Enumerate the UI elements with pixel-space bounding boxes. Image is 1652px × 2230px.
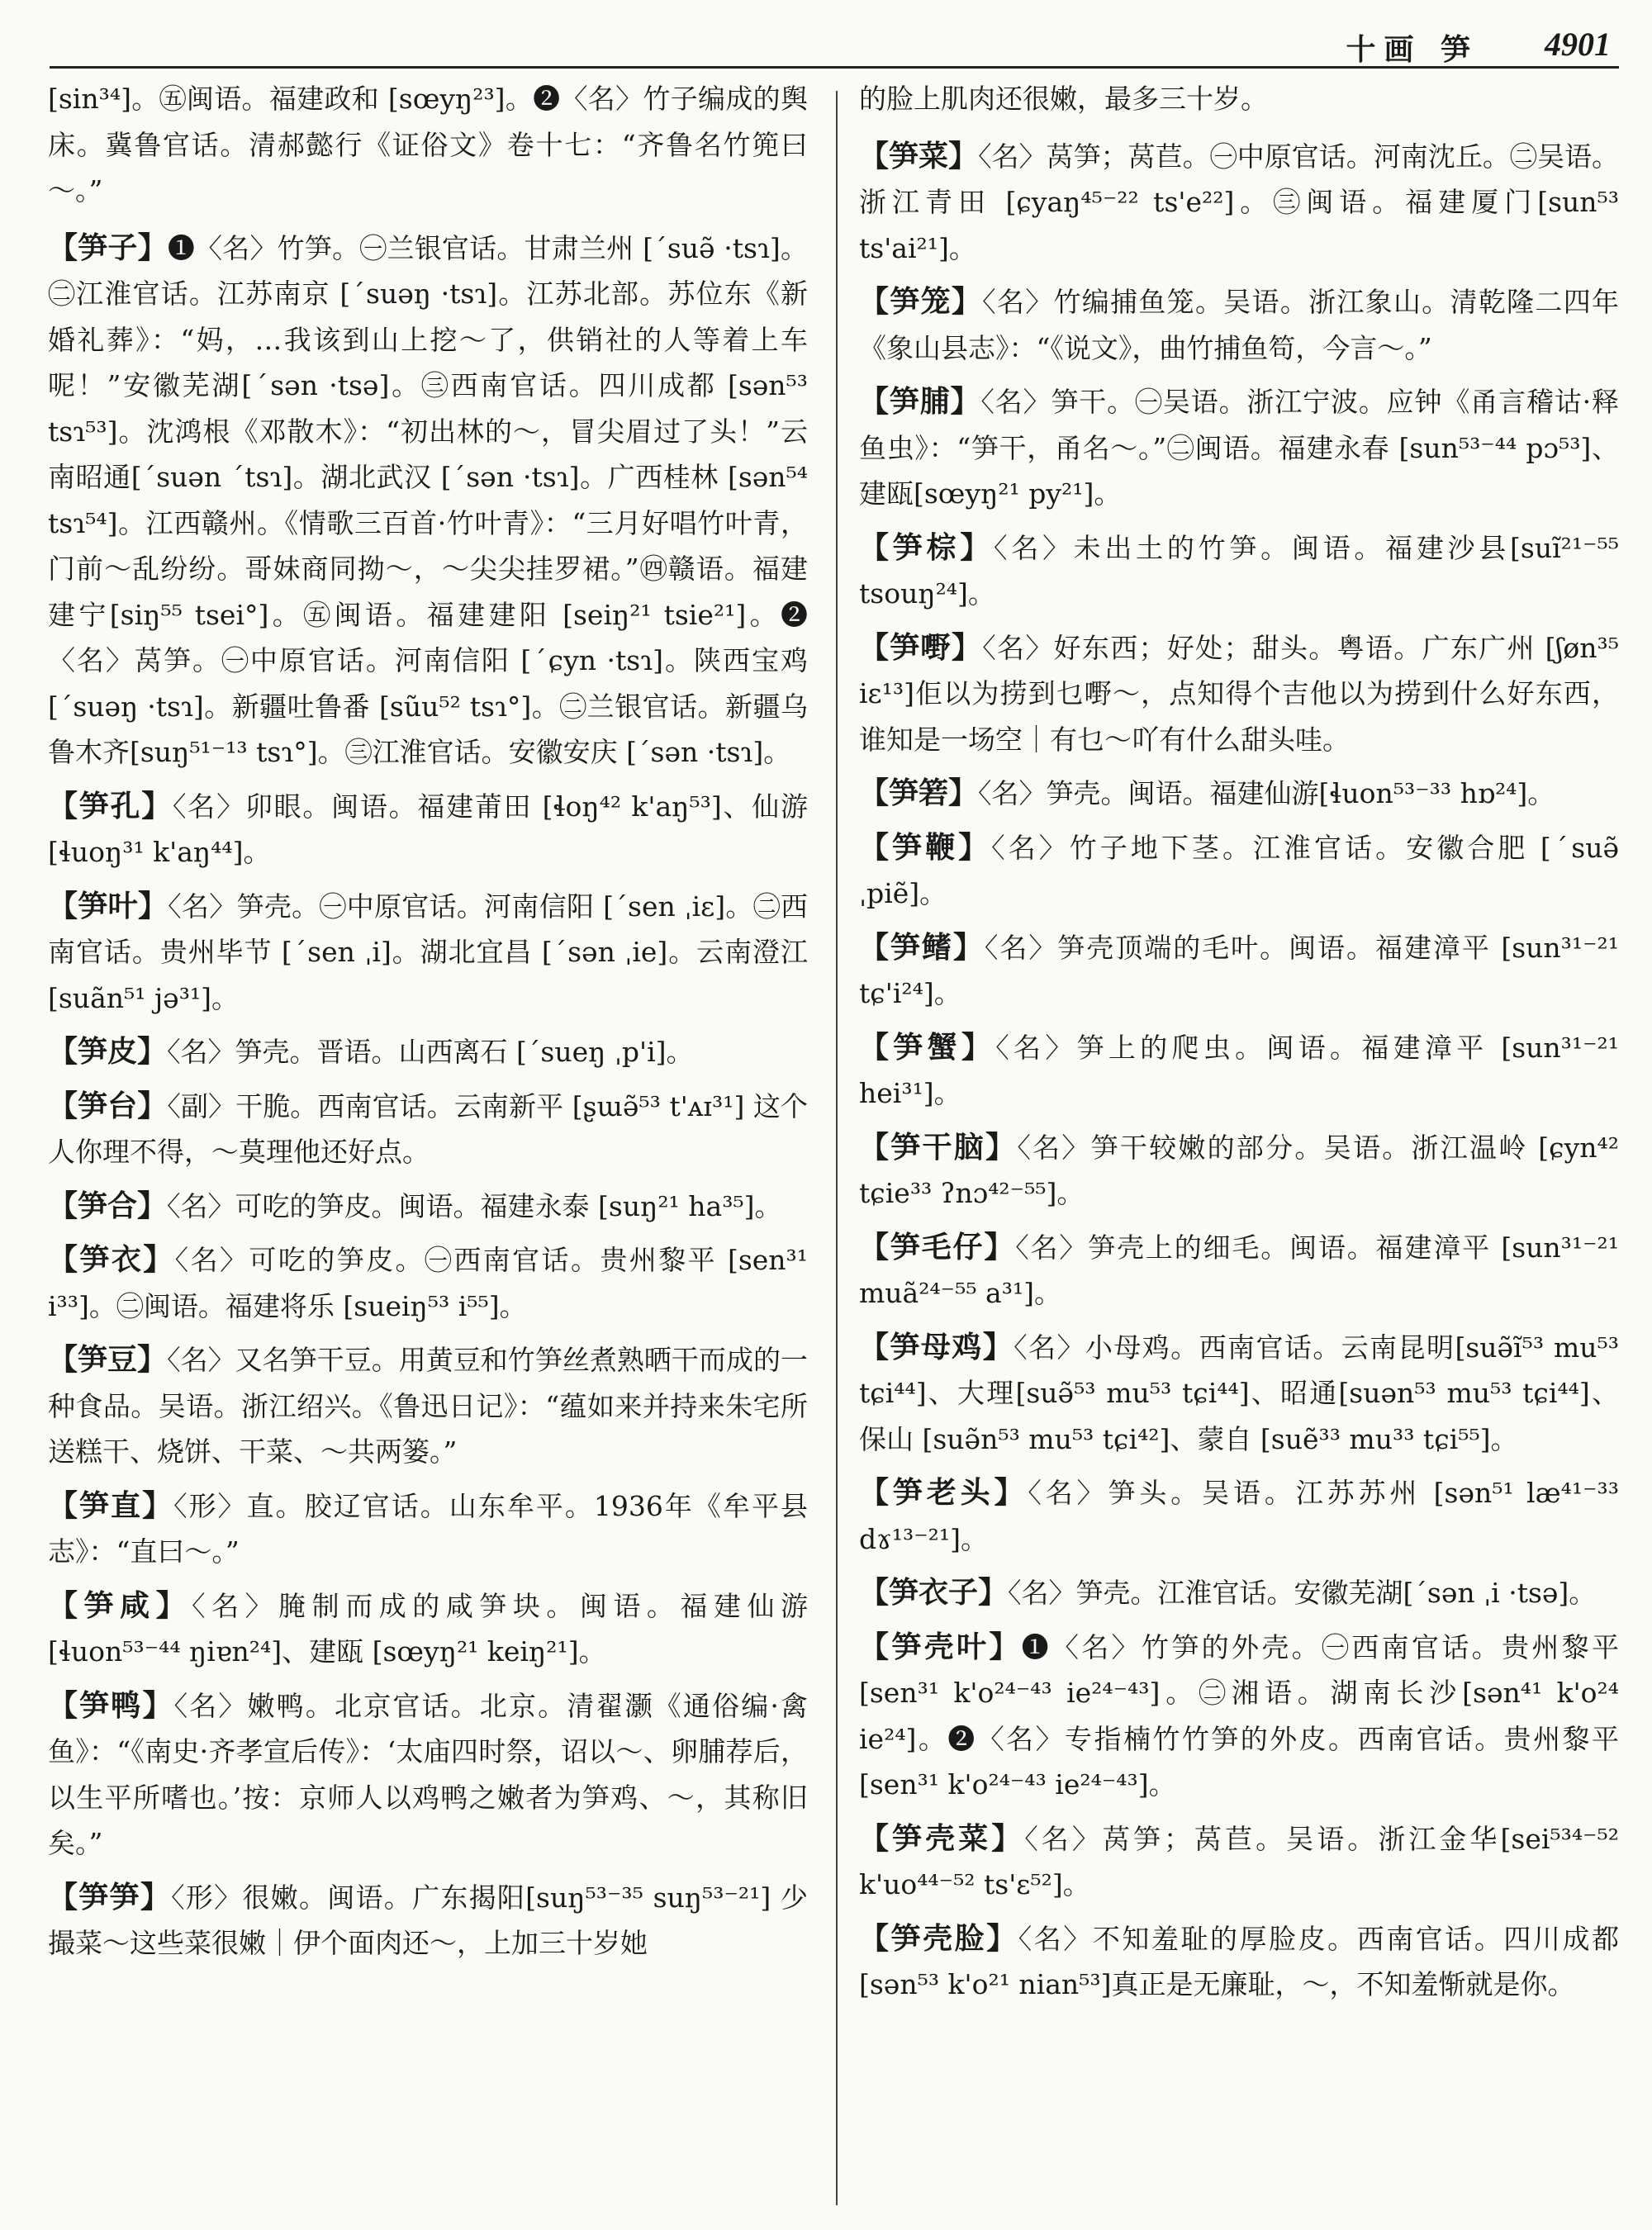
dictionary-entry [859, 825, 1619, 917]
dictionary-entry [48, 884, 808, 1022]
entry-headword: 【笋孔】 [48, 788, 173, 823]
entry-headword: 【笋壳叶】 [859, 1629, 1022, 1664]
dictionary-entry [48, 1237, 808, 1329]
entry-definition: 〈名〉好东西；好处；甜头。粤语。广东广州 [ʃøn³⁵ iɛ¹³]佢以为捞到乜嘢～，点知得个吉他以为捞到什么好东西，谁知是一场空｜有乜～吖有什么甜头哇。 [859, 631, 1619, 756]
dictionary-entry [48, 1084, 808, 1175]
entry-headword: 【笋衣】 [48, 1242, 175, 1277]
entry-headword: 【笋毛仔】 [859, 1229, 1016, 1264]
entry-definition: 〈名〉可吃的笋皮。闽语。福建永泰 [suŋ²¹ ha³⁵]。 [167, 1189, 782, 1222]
entry-definition: 〈副〉干脆。西南官话。云南新平 [ʂɯə̃⁵³ t'ᴀɪ³¹] 这个人你理不得，～莫理他还好点。 [48, 1089, 808, 1168]
entry-definition: [sin³⁴]。㊄闽语。福建政和 [sœyŋ²³]。❷〈名〉竹子编成的舆床。冀鲁官话。清郝懿行《证俗文》卷十七：“齐鲁名竹篼曰～。” [48, 83, 808, 206]
entry-headword: 【笋子】 [48, 230, 168, 265]
entry-headword: 【笋蟹】 [859, 1029, 996, 1065]
dictionary-entry [859, 771, 1619, 817]
entry-definition: 〈名〉腌制而成的咸笋块。闽语。福建仙游 [ɬuon⁵³⁻⁴⁴ ŋiɐn²⁴]、建瓯 [sœyŋ²¹ keiŋ²¹]。 [48, 1589, 808, 1668]
entry-headword: 【笋脯】 [859, 384, 981, 419]
dictionary-entry [48, 225, 808, 776]
entry-definition: 〈名〉莴笋；莴苣。㊀中原官话。河南沈丘。㊁吴语。浙江青田 [ɕyaŋ⁴⁵⁻²² ts'e²²]。㊂闽语。福建厦门[sun⁵³ ts'ai²¹]。 [859, 140, 1619, 264]
entry-definition: 〈名〉笋壳。江淮官话。安徽芜湖[ˊsən ˌi ·tsə]。 [1008, 1577, 1597, 1609]
entry-definition: 〈名〉又名笋干豆。用黄豆和竹笋丝煮熟晒干而成的一种食品。吴语。浙江绍兴。《鲁迅日记》：“蕴如来并持来朱宅所送糕干、烧饼、干菜、～共两篓。” [48, 1344, 808, 1468]
entry-headword: 【笋鸭】 [48, 1687, 174, 1723]
dictionary-entry [48, 1184, 808, 1230]
entry-headword: 【笋鞭】 [859, 829, 992, 865]
dictionary-entry [859, 625, 1619, 763]
entry-definition: 〈名〉笋壳顶端的毛叶。闽语。福建漳平 [sun³¹⁻²¹ tɕ'i²⁴]。 [859, 931, 1619, 1009]
entry-definition: 〈名〉笋壳。㊀中原官话。河南信阳 [ˊsen ˌiɛ]。㊁西南官话。贵州毕节 [ˊsen ˌi]。湖北宜昌 [ˊsən ˌie]。云南澄江 [suãn⁵¹ jə³¹]。 [48, 890, 808, 1014]
entry-headword: 【笋衣子】 [859, 1575, 1009, 1610]
entry-headword: 【笋老头】 [859, 1475, 1028, 1510]
entry-definition: 〈名〉卯眼。闽语。福建莆田 [ɬoŋ⁴² k'aŋ⁵³]、仙游 [ɬuoŋ³¹ k'aŋ⁴⁴]。 [48, 790, 808, 868]
dictionary-entry [48, 1683, 808, 1867]
entry-headword: 【笋鳍】 [859, 929, 985, 965]
entry-headword: 【笋合】 [48, 1188, 168, 1223]
dictionary-entry [859, 1625, 1619, 1808]
dictionary-entry [859, 279, 1619, 371]
entry-headword: 【笋壳菜】 [859, 1820, 1025, 1856]
page-number: 4901 [1545, 26, 1611, 63]
running-title: 十画 笋 [1346, 32, 1479, 67]
dictionary-entry [859, 925, 1619, 1017]
entry-definition: 〈名〉莴笋；莴苣。吴语。浙江金华[sei⁵³⁴⁻⁵² k'uo⁴⁴⁻⁵² ts'ɛ⁵²]。 [859, 1822, 1619, 1900]
entry-definition: 〈名〉可吃的笋皮。㊀西南官话。贵州黎平 [sen³¹ i³³]。㊁闽语。福建将乐 [sueiŋ⁵³ i⁵⁵]。 [48, 1244, 808, 1322]
dictionary-entry [859, 1916, 1619, 2008]
dictionary-entry [48, 1029, 808, 1075]
entry-definition: 〈名〉未出土的竹笋。闽语。福建沙县[suĩ²¹⁻⁵⁵ tsouŋ²⁴]。 [859, 531, 1619, 610]
entry-definition: 〈名〉不知羞耻的厚脸皮。西南官话。四川成都[sən⁵³ k'o²¹ nian⁵³]真正是无廉耻，～，不知羞惭就是你。 [859, 1922, 1619, 2000]
dictionary-entry [48, 1483, 808, 1575]
entry-definition: 〈名〉竹编捕鱼笼。吴语。浙江象山。清乾隆二四年《象山县志》：“《说文》，曲竹捕鱼笱，今言～。” [859, 286, 1619, 364]
left-column [48, 76, 808, 1975]
entry-definition: 的脸上肌肉还很嫩，最多三十岁。 [859, 83, 1268, 115]
dictionary-entry [48, 1875, 808, 1967]
entry-headword: 【笋棕】 [859, 529, 994, 565]
dictionary-entry [859, 1325, 1619, 1463]
entry-definition: 〈名〉笋头。吴语。江苏苏州 [sən⁵¹ læ⁴¹⁻³³ dɤ¹³⁻²¹]。 [859, 1477, 1619, 1555]
entry-headword: 【笋皮】 [48, 1034, 168, 1069]
entry-definition: 〈名〉笋干。㊀吴语。浙江宁波。应钟《甬言稽诂·释鱼虫》：“笋干，甬名～。”㊁闽语。福建永春 [sun⁵³⁻⁴⁴ pɔ⁵³]、建瓯[sœyŋ²¹ py²¹]。 [859, 386, 1619, 510]
entry-headword: 【笋台】 [48, 1088, 168, 1123]
entry-definition: 〈名〉笋壳。晋语。山西离石 [ˊsueŋ ˌp'i]。 [167, 1036, 694, 1068]
entry-headword: 【笋直】 [48, 1487, 174, 1523]
entry-headword: 【笋叶】 [48, 888, 169, 923]
dictionary-entry [859, 1225, 1619, 1317]
column-divider [836, 91, 838, 2205]
dictionary-entry [48, 784, 808, 875]
entry-definition: 〈名〉笋壳。闽语。福建仙游[ɬuon⁵³⁻³³ hɒ²⁴]。 [978, 777, 1555, 809]
entry-definition: 〈形〉很嫩。闽语。广东揭阳[suŋ⁵³⁻³⁵ suŋ⁵³⁻²¹] 少撮菜～这些菜很嫩｜伊个面肉还～，上加三十岁她 [48, 1881, 808, 1959]
entry-headword: 【笋菜】 [859, 138, 979, 173]
entry-definition: ❶〈名〉竹笋。㊀兰银官话。甘肃兰州 [ˊsuə̃ ·tsɿ]。㊁江淮官话。江苏南京 [ˊsuəŋ ·tsɿ]。江苏北部。苏位东《新婚礼葬》：“妈，…我该到山上挖～了，供销社的人等着上车呢！”安徽芜湖[ˊsən ·tsə]。㊂西南官话。四川成都 [sən⁵³ tsɿ⁵³]。沈鸿根《邓散木》：“初出林的～，冒尖眉过了头！”云南昭通[ˊsuən ˊtsɿ]。湖北武汉 [ˊsən ·tsɿ]。广西桂林 [sən⁵⁴ tsɿ⁵⁴]。江西赣州。《情歌三百首·竹叶青》：“三月好唱竹叶青，门前～乱纷纷。哥妹商同拗～，～尖尖挂罗裙。”㊃赣语。福建建宁[siŋ⁵⁵ tsei°]。㊄闽语。福建建阳 [seiŋ²¹ tsie²¹]。❷〈名〉莴笋。㊀中原官话。河南信阳 [ˊɕyn ·tsɿ]。陕西宝鸡[ˊsuəŋ ·tsɿ]。新疆吐鲁番 [sũu⁵² tsɿ°]。㊁兰银官话。新疆乌鲁木齐[suŋ⁵¹⁻¹³ tsɿ°]。㊂江淮官话。安徽安庆 [ˊsən ·tsɿ]。 [48, 231, 808, 768]
dictionary-entry [859, 525, 1619, 617]
entry-continuation [859, 76, 1619, 122]
dictionary-entry [859, 134, 1619, 272]
entry-continuation [48, 76, 808, 214]
entry-headword: 【笋箬】 [859, 776, 979, 810]
entry-definition: 〈名〉笋上的爬虫。闽语。福建漳平 [sun³¹⁻²¹ hei³¹]。 [859, 1031, 1619, 1109]
dictionary-entry [859, 379, 1619, 517]
dictionary-entry [48, 1583, 808, 1675]
entry-headword: 【笋笼】 [859, 284, 983, 319]
entry-headword: 【笋干脑】 [859, 1129, 1018, 1165]
dictionary-entry [859, 1570, 1619, 1616]
entry-headword: 【笋豆】 [48, 1342, 168, 1377]
entry-definition: 〈名〉嫩鸭。北京官话。北京。清翟灏《通俗编·禽鱼》：“《南史·齐孝宣后传》：‘太庙四时祭，诏以～、卵脯荐后，以生平所嗜也。’按：京师人以鸡鸭之嫩者为笋鸡、～，其称旧矣。” [48, 1689, 808, 1859]
entry-headword: 【笋咸】 [48, 1587, 192, 1623]
page-header [50, 15, 1619, 69]
entry-definition: ❶〈名〉竹笋的外壳。㊀西南官话。贵州黎平[sen³¹ k'o²⁴⁻⁴³ ie²⁴⁻⁴³]。㊁湘语。湖南长沙[sən⁴¹ k'o²⁴ ie²⁴]。❷〈名〉专指楠竹竹笋的外皮。西南官话。贵州黎平[sen³¹ k'o²⁴⁻⁴³ ie²⁴⁻⁴³]。 [859, 1630, 1619, 1801]
dictionary-entry [859, 1025, 1619, 1117]
dictionary-entry [859, 1470, 1619, 1562]
entry-definition: 〈名〉笋干较嫩的部分。吴语。浙江温岭 [ɕyn⁴² tɕie³³ ʔnɔ⁴²⁻⁵⁵]。 [859, 1131, 1619, 1209]
dictionary-entry [859, 1125, 1619, 1217]
entry-headword: 【笋母鸡】 [859, 1329, 1014, 1364]
right-column [859, 76, 1619, 2016]
entry-definition: 〈名〉笋壳上的细毛。闽语。福建漳平 [sun³¹⁻²¹ muã²⁴⁻⁵⁵ a³¹]。 [859, 1231, 1619, 1309]
dictionary-entry [859, 1816, 1619, 1908]
entry-definition: 〈名〉竹子地下茎。江淮官话。安徽合肥 [ˊsuə̃ ˌpiẽ]。 [859, 831, 1619, 909]
entry-headword: 【笋笋】 [48, 1879, 172, 1914]
entry-definition: 〈名〉小母鸡。西南官话。云南昆明[suə̃ĩ⁵³ mu⁵³ tɕi⁴⁴]、大理[suə̃⁵³ mu⁵³ tɕi⁴⁴]、昭通[suən⁵³ mu⁵³ tɕi⁴⁴]、保山 [suə̃n⁵³ mu⁵³ tɕi⁴²]、蒙自 [suẽ³³ mu³³ tɕi⁵⁵]。 [859, 1331, 1619, 1455]
entry-headword: 【笋壳脸】 [859, 1920, 1018, 1956]
entry-definition: 〈形〉直。胶辽官话。山东牟平。1936年《牟平县志》：“直曰～。” [48, 1489, 808, 1568]
dictionary-entry [48, 1337, 808, 1475]
entry-headword: 【笋嘢】 [859, 629, 983, 665]
